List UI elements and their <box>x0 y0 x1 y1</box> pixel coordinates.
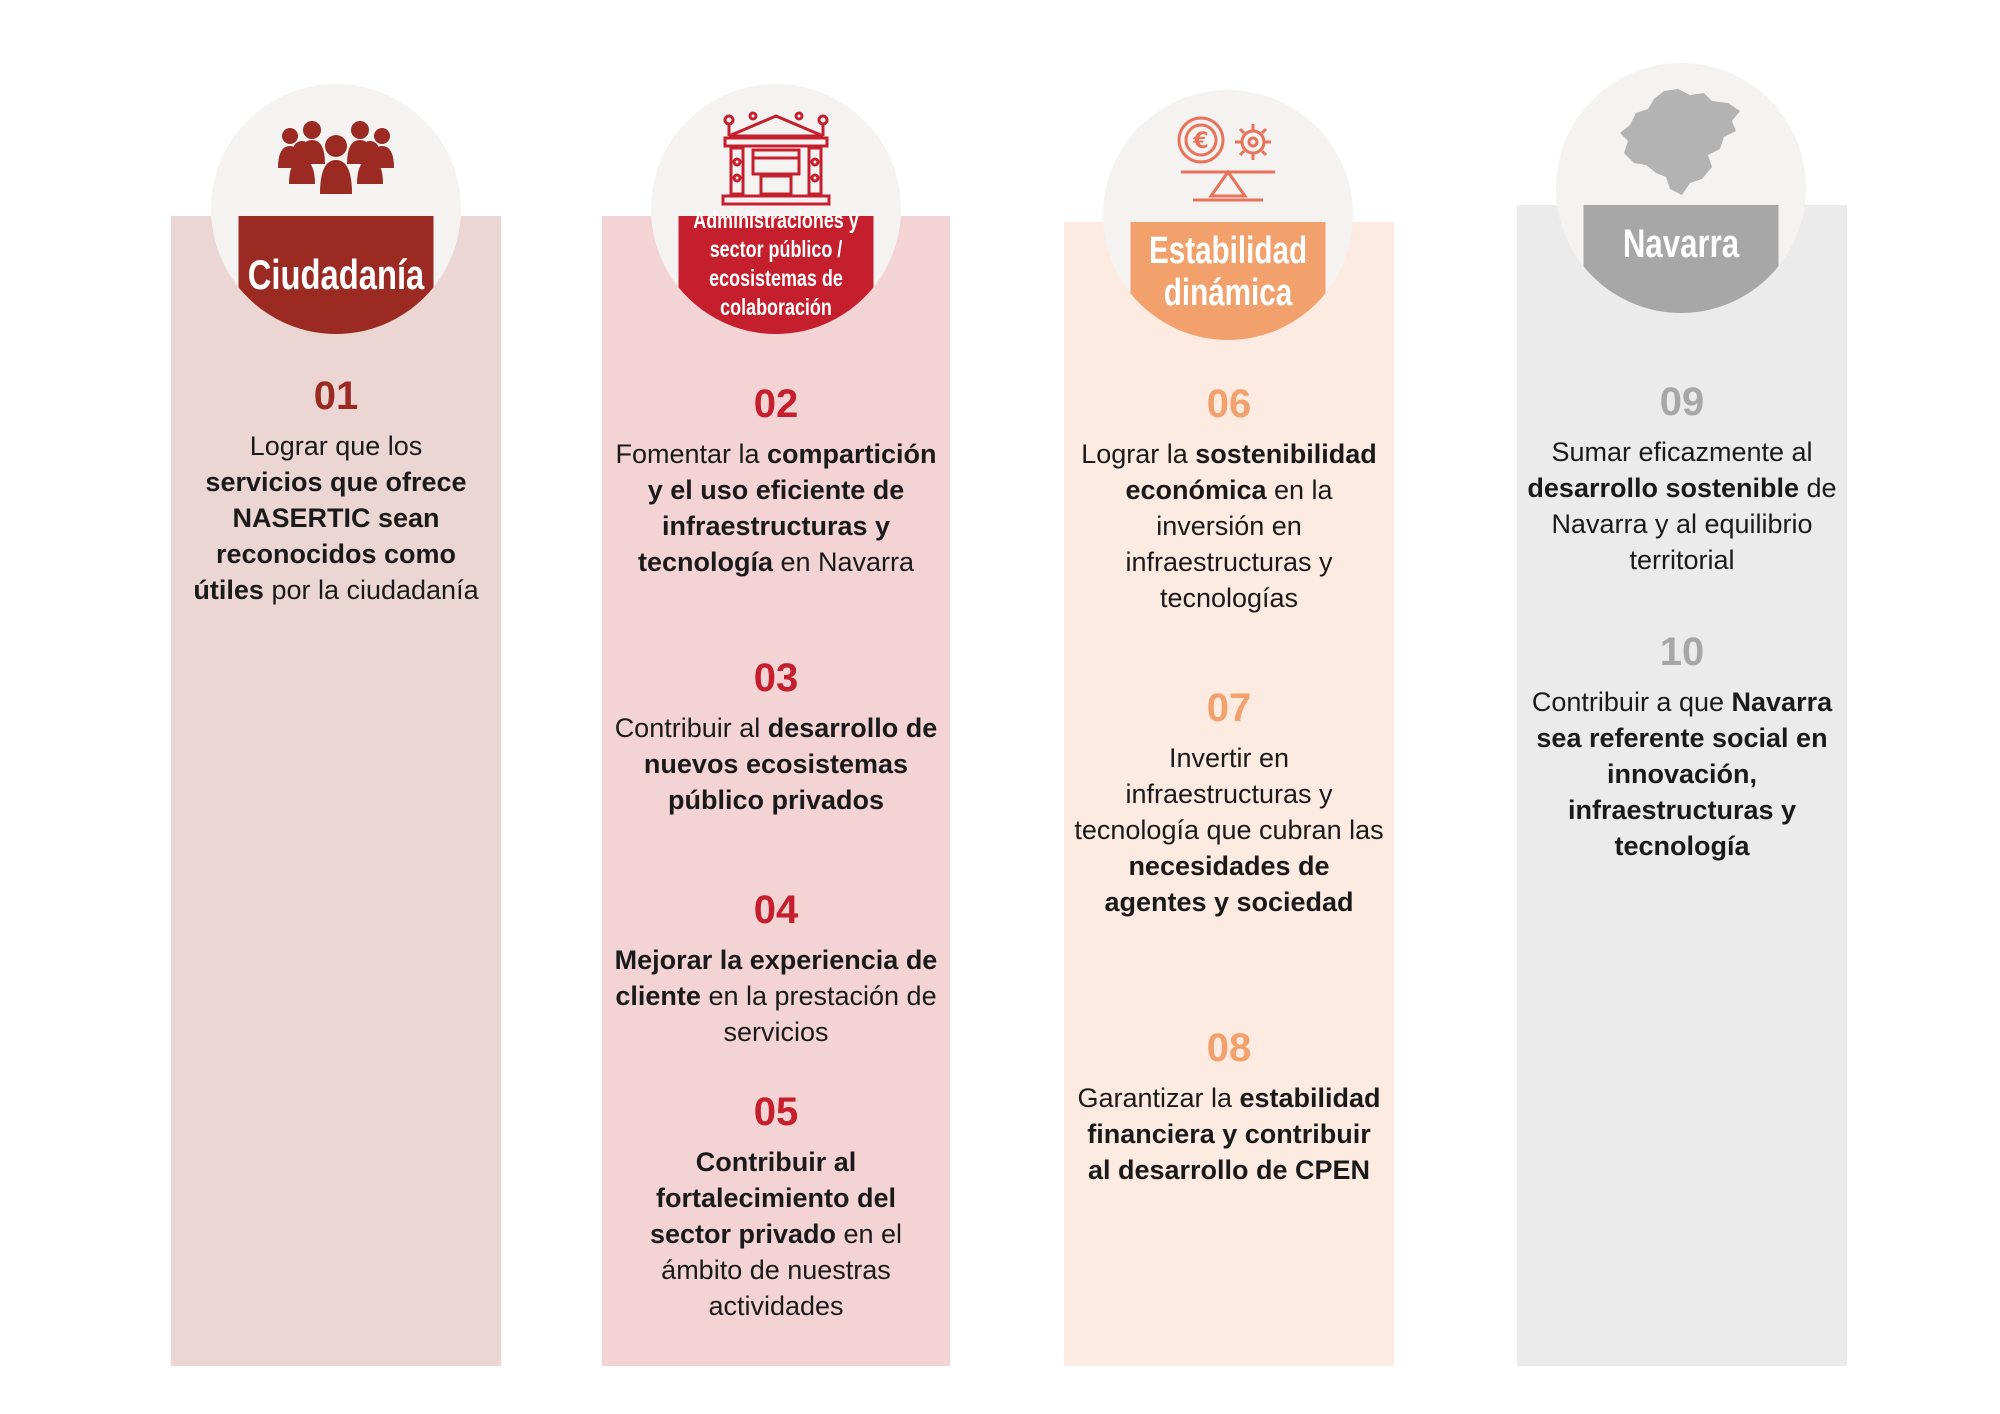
objective-06 <box>1074 380 1384 616</box>
objective-08 <box>1074 1024 1384 1188</box>
objective-number: 06 <box>1206 382 1252 426</box>
objective-number: 04 <box>753 888 799 932</box>
objective-07 <box>1074 684 1384 920</box>
objective-text: Contribuir a que Navarra sea referente social en innovación, infraestructuras y tecnología <box>1531 687 1833 861</box>
objective-02 <box>612 380 940 580</box>
objective-05 <box>612 1088 940 1324</box>
objective-text: Garantizar la estabilidad financiera y contribuir al desarrollo de CPEN <box>1077 1083 1381 1185</box>
objective-number: 02 <box>753 382 799 426</box>
column-title: Ciudadanía <box>239 216 434 334</box>
objective-number: 01 <box>313 374 359 418</box>
objective-number: 05 <box>753 1090 799 1134</box>
navarra-map-icon <box>1616 87 1746 197</box>
euro-gear-balance-icon <box>1173 110 1283 206</box>
objective-text: Invertir en infraestructuras y tecnología que cubran las necesidades de agentes y sociedad <box>1074 743 1384 917</box>
objective-09 <box>1527 378 1837 578</box>
objective-number: 09 <box>1659 380 1705 424</box>
objective-01 <box>191 372 481 608</box>
svg-text:€: € <box>1193 129 1209 154</box>
objective-text: Contribuir al desarrollo de nuevos ecosistemas público privados <box>614 713 938 815</box>
objective-03 <box>612 654 940 818</box>
objective-10 <box>1527 628 1837 864</box>
people-group-icon <box>276 116 396 196</box>
objective-text: Lograr la sostenibilidad económica en la inversión en infraestructuras y tecnologías <box>1081 439 1377 613</box>
objective-number: 08 <box>1206 1026 1252 1070</box>
objective-text: Contribuir al fortalecimiento del sector privado en el ámbito de nuestras actividades <box>649 1147 903 1321</box>
objective-text: Mejorar la experiencia de cliente en la prestación de servicios <box>614 945 938 1047</box>
column-title: Navarra <box>1584 205 1779 313</box>
header-circle <box>651 84 901 334</box>
objective-number: 10 <box>1659 630 1705 674</box>
objective-number: 03 <box>753 656 799 700</box>
header-circle <box>211 84 461 334</box>
objective-number: 07 <box>1206 686 1252 730</box>
column-title: Administraciones y sector público / ecosistemas de colaboración <box>679 216 874 334</box>
column-title: Estabilidad dinámica <box>1131 222 1326 340</box>
public-building-network-icon <box>721 110 831 206</box>
objective-text: Lograr que los servicios que ofrece NASERTIC sean reconocidos como útiles por la ciudadanía <box>193 431 479 605</box>
objective-04 <box>612 886 940 1050</box>
objective-text: Sumar eficazmente al desarrollo sostenible de Navarra y al equilibrio territorial <box>1527 437 1837 575</box>
header-circle <box>1103 90 1353 340</box>
objective-text: Fomentar la compartición y el uso eficiente de infraestructuras y tecnología en Navarra <box>615 439 937 577</box>
header-circle <box>1556 63 1806 313</box>
